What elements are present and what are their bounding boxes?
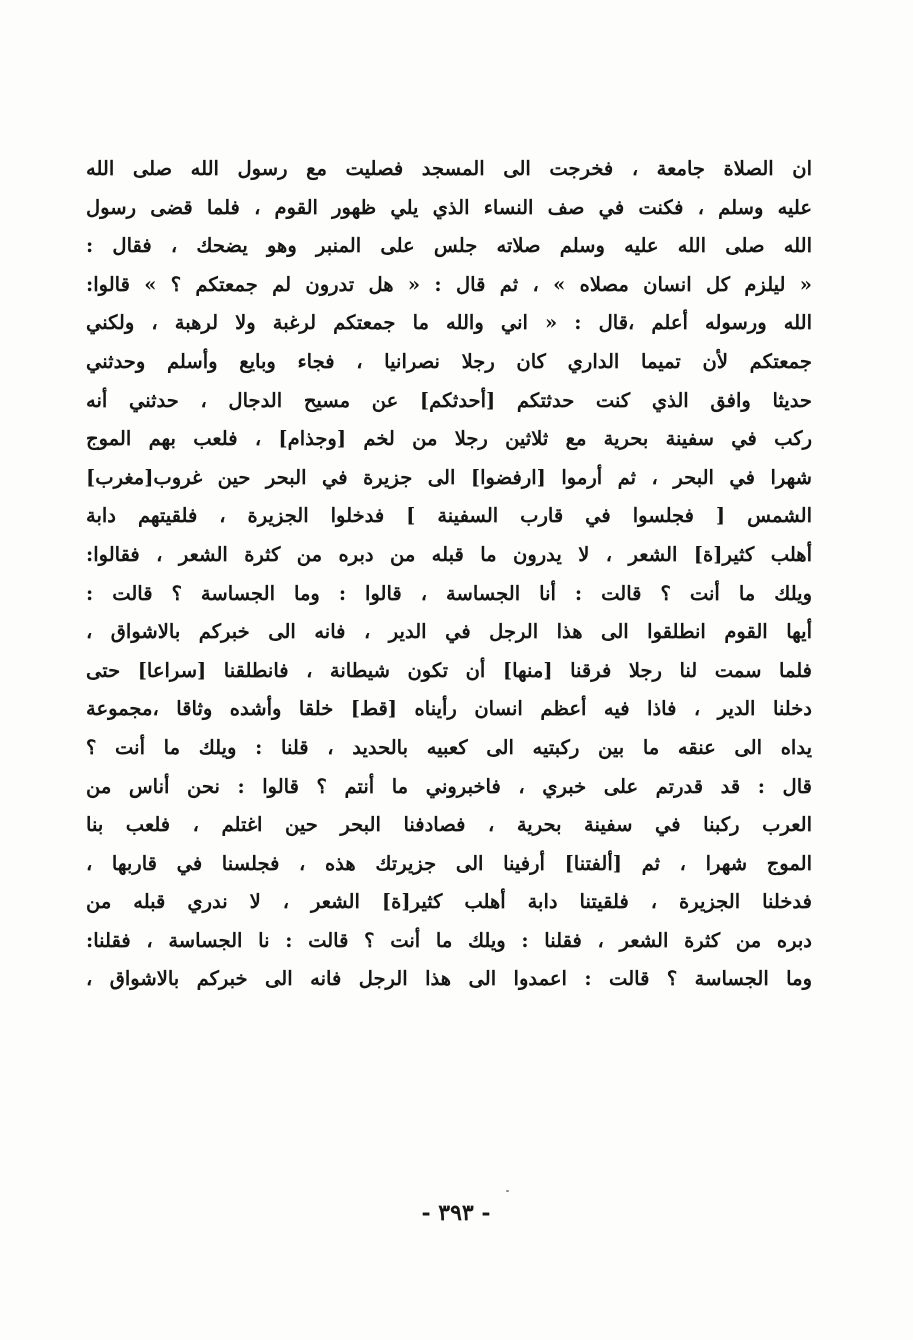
text-line: دخلنا الدير ، فاذا فيه أعظم انسان رأيناه [قط] خلقا وأشده وثاقا ،مجموعة bbox=[86, 697, 812, 721]
text-line: جمعتكم لأن تميما الداري كان رجلا نصرانيا ، فجاء وبايع وأسلم وحدثني bbox=[86, 349, 812, 373]
scan-speck bbox=[506, 1190, 509, 1192]
text-line: « ليلزم كل انسان مصلاه » ، ثم قال : « هل تدرون لم جمعتكم ؟ » قالوا: bbox=[86, 272, 812, 296]
text-line: حديثا وافق الذي كنت حدثتكم [أحدثكم] عن مسيح الدجال ، حدثني أنه bbox=[86, 388, 812, 412]
text-line: أيها القوم انطلقوا الى هذا الرجل في الدير ، فانه الى خبركم بالاشواق ، bbox=[86, 620, 812, 644]
text-line: شهرا في البحر ، ثم أرموا [ارفضوا] الى جزيرة في البحر حين غروب[مغرب] bbox=[86, 465, 812, 489]
text-line: وما الجساسة ؟ قالت : اعمدوا الى هذا الرجل فانه الى خبركم بالاشواق ، bbox=[86, 967, 812, 991]
text-line: الشمس [ فجلسوا في قارب السفينة ] فدخلوا الجزيرة ، فلقيتهم دابة bbox=[86, 504, 812, 528]
text-line: الله ورسوله أعلم ،قال : « اني والله ما جمعتكم لرغبة ولا لرهبة ، ولكني bbox=[86, 311, 812, 335]
text-line: فدخلنا الجزيرة ، فلقيتنا دابة أهلب كثير[ة] الشعر ، لا ندري قبله من bbox=[86, 890, 812, 914]
text-line: الله صلى الله عليه وسلم صلاته جلس على المنبر وهو يضحك ، فقال : bbox=[86, 234, 812, 258]
text-line: فلما سمت لنا رجلا فرقنا [منها] أن تكون شيطانة ، فانطلقنا [سراعا] حتى bbox=[86, 658, 812, 682]
text-line: قال : قد قدرتم على خبري ، فاخبروني ما أنتم ؟ قالوا : نحن أناس من bbox=[86, 774, 812, 798]
text-line: أهلب كثير[ة] الشعر ، لا يدرون ما قبله من دبره من كثرة الشعر ، فقالوا: bbox=[86, 542, 812, 566]
page-number: - ٣٩٣ - bbox=[421, 1200, 491, 1226]
text-line: عليه وسلم ، فكنت في صف النساء الذي يلي ظهور القوم ، فلما قضى رسول bbox=[86, 195, 812, 219]
text-line: الموج شهرا ، ثم [ألفتنا] أرفينا الى جزيرتك هذه ، فجلسنا في قاربها ، bbox=[86, 851, 812, 875]
text-line: دبره من كثرة الشعر ، فقلنا : ويلك ما أنت ؟ قالت : نا الجساسة ، فقلنا: bbox=[86, 928, 812, 952]
text-line: ان الصلاة جامعة ، فخرجت الى المسجد فصليت مع رسول الله صلى الله bbox=[86, 157, 812, 180]
body-text bbox=[86, 150, 812, 999]
text-line: العرب ركبنا في سفينة بحرية ، فصادفنا البحر حين اغتلم ، فلعب بنا bbox=[86, 813, 812, 837]
text-line: ويلك ما أنت ؟ قالت : أنا الجساسة ، قالوا : وما الجساسة ؟ قالت : bbox=[86, 581, 812, 605]
text-line: يداه الى عنقه ما بين ركبتيه الى كعبيه بالحديد ، قلنا : ويلك ما أنت ؟ bbox=[86, 735, 812, 759]
text-line: ركب في سفينة بحرية مع ثلاثين رجلا من لخم [وجذام] ، فلعب بهم الموج bbox=[86, 427, 812, 451]
